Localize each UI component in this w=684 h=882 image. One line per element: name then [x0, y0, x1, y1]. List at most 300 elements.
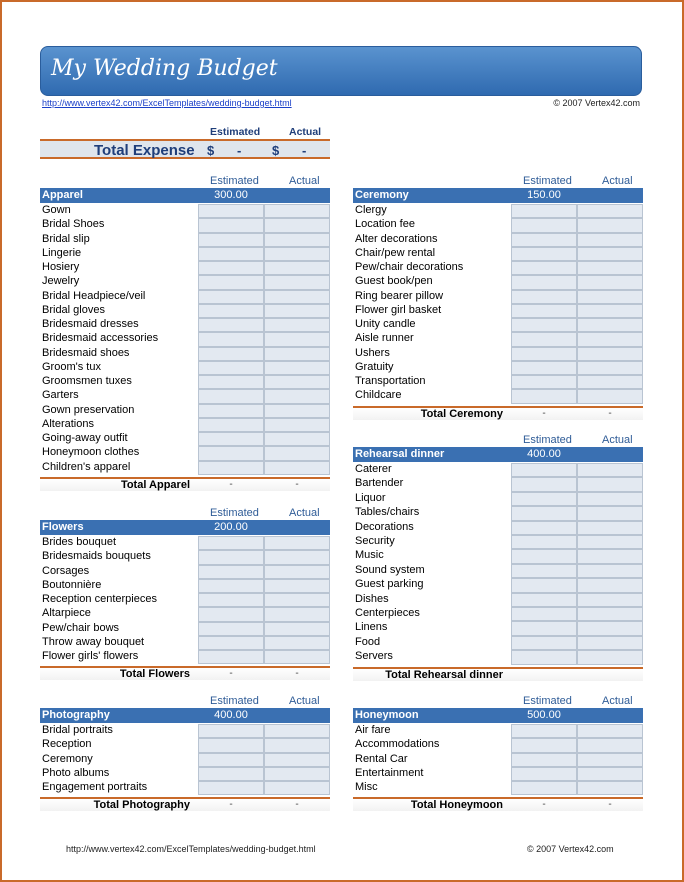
item-label: Alterations — [42, 417, 94, 430]
estimated-cell[interactable] — [198, 781, 264, 795]
budget-row — [353, 564, 643, 578]
budget-row — [40, 361, 330, 375]
actual-cell[interactable] — [264, 347, 330, 361]
estimated-cell[interactable] — [198, 461, 264, 475]
budget-row — [353, 463, 643, 477]
item-label: Bartender — [355, 477, 404, 490]
actual-cell[interactable] — [577, 218, 643, 232]
budget-row — [353, 261, 643, 275]
budget-row — [353, 607, 643, 621]
vertex42-link[interactable]: http://www.vertex42.com/ExcelTemplates/wedding-budget.html — [42, 98, 292, 108]
estimated-cell[interactable] — [198, 204, 264, 218]
estimated-cell[interactable] — [511, 204, 577, 218]
actual-header: Actual — [289, 695, 320, 707]
actual-cell[interactable] — [577, 549, 643, 563]
actual-cell[interactable] — [577, 389, 643, 403]
item-label: Bridesmaids bouquets — [42, 550, 151, 563]
item-label: Bridal Shoes — [42, 218, 105, 231]
actual-cell[interactable] — [577, 290, 643, 304]
estimated-cell[interactable] — [198, 332, 264, 346]
item-label: Groom's tux — [42, 360, 101, 373]
estimated-cell[interactable] — [511, 738, 577, 752]
item-label: Bridesmaid shoes — [42, 346, 130, 359]
estimated-header: Estimated — [210, 175, 259, 187]
estimated-cell[interactable] — [511, 463, 577, 477]
estimated-cell[interactable] — [511, 247, 577, 261]
estimated-cell[interactable] — [198, 318, 264, 332]
item-label: Security — [355, 535, 395, 547]
actual-cell[interactable] — [264, 247, 330, 261]
estimated-cell[interactable] — [511, 549, 577, 563]
estimated-cell[interactable] — [198, 724, 264, 738]
total-estimated-header: Estimated — [210, 126, 261, 138]
item-label: Ring bearer pillow — [355, 289, 444, 302]
actual-cell[interactable] — [264, 724, 330, 738]
budget-row — [40, 347, 330, 361]
actual-cell[interactable] — [577, 578, 643, 592]
item-label: Brides bouquet — [42, 536, 116, 548]
estimated-cell[interactable] — [198, 404, 264, 418]
estimated-cell[interactable] — [198, 550, 264, 564]
actual-cell[interactable] — [577, 361, 643, 375]
section-total-label: Total Honeymoon — [410, 799, 503, 812]
actual-cell[interactable] — [264, 389, 330, 403]
budget-row — [40, 375, 330, 389]
item-label: Accommodations — [355, 738, 440, 751]
section-total-actual: - — [295, 799, 299, 811]
estimated-header: Estimated — [523, 175, 572, 187]
budget-row — [40, 446, 330, 460]
estimated-cell[interactable] — [511, 607, 577, 621]
actual-cell[interactable] — [577, 463, 643, 477]
budget-row — [40, 767, 330, 781]
actual-cell[interactable] — [264, 275, 330, 289]
estimated-cell[interactable] — [198, 636, 264, 650]
estimated-cell[interactable] — [511, 521, 577, 535]
item-label: Liquor — [355, 491, 386, 504]
actual-cell[interactable] — [264, 607, 330, 621]
actual-cell[interactable] — [264, 361, 330, 375]
budget-row — [353, 621, 643, 635]
estimated-cell[interactable] — [198, 418, 264, 432]
item-label: Guest parking — [355, 578, 424, 591]
actual-cell[interactable] — [577, 636, 643, 650]
estimated-cell[interactable] — [511, 304, 577, 318]
section-total-row — [40, 797, 330, 811]
budget-row — [353, 218, 643, 232]
budget-row — [40, 233, 330, 247]
estimated-cell[interactable] — [511, 767, 577, 781]
actual-cell[interactable] — [264, 432, 330, 446]
actual-cell[interactable] — [577, 521, 643, 535]
total-act-value: - — [302, 143, 307, 158]
actual-cell[interactable] — [264, 622, 330, 636]
item-label: Honeymoon clothes — [42, 446, 140, 459]
budget-row — [353, 332, 643, 346]
actual-cell[interactable] — [577, 233, 643, 247]
estimated-cell[interactable] — [198, 304, 264, 318]
estimated-cell[interactable] — [511, 347, 577, 361]
item-label: Sound system — [355, 563, 425, 576]
section-total-estimated: - — [229, 668, 233, 680]
item-label: Servers — [355, 650, 393, 663]
section-header — [353, 188, 643, 203]
section-total-estimated: - — [229, 799, 233, 811]
section-total-row — [40, 666, 330, 680]
budget-row — [353, 650, 643, 664]
item-label: Reception centerpieces — [42, 593, 157, 605]
estimated-cell[interactable] — [198, 593, 264, 607]
estimated-cell[interactable] — [511, 593, 577, 607]
estimated-cell[interactable] — [198, 261, 264, 275]
budget-row — [353, 593, 643, 607]
section-estimated: 150.00 — [527, 189, 561, 201]
item-label: Dishes — [355, 592, 389, 605]
estimated-cell[interactable] — [511, 535, 577, 549]
budget-row — [40, 593, 330, 607]
item-label: Pew/chair decorations — [355, 261, 464, 273]
actual-cell[interactable] — [577, 275, 643, 289]
item-label: Bridesmaid dresses — [42, 318, 139, 330]
budget-row — [353, 247, 643, 261]
estimated-cell[interactable] — [198, 275, 264, 289]
estimated-cell[interactable] — [198, 650, 264, 664]
item-label: Bridal Headpiece/veil — [42, 289, 146, 302]
item-label: Going-away outfit — [42, 432, 128, 444]
page-title: My Wedding Budget — [51, 56, 278, 81]
actual-cell[interactable] — [577, 247, 643, 261]
actual-cell[interactable] — [264, 650, 330, 664]
budget-row — [40, 247, 330, 261]
item-label: Transportation — [355, 375, 426, 387]
estimated-cell[interactable] — [198, 389, 264, 403]
estimated-cell[interactable] — [511, 578, 577, 592]
title-banner — [40, 46, 642, 96]
actual-cell[interactable] — [577, 492, 643, 506]
actual-cell[interactable] — [264, 461, 330, 475]
actual-cell[interactable] — [264, 536, 330, 550]
budget-row — [353, 275, 643, 289]
actual-cell[interactable] — [264, 593, 330, 607]
estimated-cell[interactable] — [511, 218, 577, 232]
estimated-cell[interactable] — [198, 375, 264, 389]
item-label: Throw away bouquet — [42, 635, 145, 648]
actual-cell[interactable] — [577, 261, 643, 275]
budget-row — [353, 781, 643, 795]
estimated-cell[interactable] — [511, 332, 577, 346]
actual-cell[interactable] — [264, 204, 330, 218]
section-total-actual: - — [608, 407, 612, 419]
estimated-cell[interactable] — [198, 579, 264, 593]
estimated-cell[interactable] — [198, 361, 264, 375]
budget-row — [353, 347, 643, 361]
actual-cell[interactable] — [577, 781, 643, 795]
actual-cell[interactable] — [577, 304, 643, 318]
item-label: Children's apparel — [42, 460, 131, 473]
estimated-cell[interactable] — [511, 275, 577, 289]
total-act-currency: $ — [272, 143, 280, 158]
item-label: Centerpieces — [355, 607, 420, 619]
actual-header: Actual — [602, 434, 633, 446]
total-actual-header: Actual — [289, 126, 322, 138]
actual-cell[interactable] — [264, 404, 330, 418]
actual-cell[interactable] — [264, 446, 330, 460]
estimated-cell[interactable] — [198, 622, 264, 636]
budget-row — [40, 607, 330, 621]
budget-row — [40, 332, 330, 346]
estimated-cell[interactable] — [198, 347, 264, 361]
actual-cell[interactable] — [577, 593, 643, 607]
item-label: Clergy — [355, 204, 387, 216]
actual-cell[interactable] — [577, 332, 643, 346]
budget-row — [40, 290, 330, 304]
section-header — [40, 520, 330, 535]
section-name: Honeymoon — [355, 709, 419, 721]
budget-row — [40, 404, 330, 418]
actual-cell[interactable] — [264, 550, 330, 564]
section-total-actual: - — [608, 799, 612, 811]
item-label: Flower girls' flowers — [42, 650, 139, 662]
item-label: Tables/chairs — [355, 506, 420, 519]
estimated-cell[interactable] — [511, 564, 577, 578]
section-name: Rehearsal dinner — [355, 448, 445, 460]
item-label: Air fare — [355, 724, 391, 736]
actual-cell[interactable] — [264, 290, 330, 304]
budget-row — [353, 767, 643, 781]
item-label: Altarpiece — [42, 607, 91, 620]
estimated-cell[interactable] — [511, 318, 577, 332]
budget-row — [40, 304, 330, 318]
estimated-header: Estimated — [210, 507, 259, 519]
item-label: Gown preservation — [42, 403, 135, 416]
item-label: Chair/pew rental — [355, 246, 436, 259]
section-name: Apparel — [42, 189, 83, 201]
estimated-cell[interactable] — [511, 650, 577, 664]
actual-header: Actual — [602, 175, 633, 187]
budget-row — [40, 550, 330, 564]
actual-cell[interactable] — [264, 318, 330, 332]
budget-row — [40, 536, 330, 550]
actual-cell[interactable] — [264, 304, 330, 318]
budget-row — [353, 361, 643, 375]
estimated-cell[interactable] — [198, 565, 264, 579]
actual-cell[interactable] — [264, 781, 330, 795]
actual-cell[interactable] — [577, 738, 643, 752]
estimated-cell[interactable] — [198, 446, 264, 460]
section-estimated: 400.00 — [214, 709, 248, 721]
estimated-cell[interactable] — [198, 753, 264, 767]
actual-cell[interactable] — [577, 724, 643, 738]
estimated-cell[interactable] — [198, 290, 264, 304]
actual-cell[interactable] — [264, 218, 330, 232]
actual-cell[interactable] — [577, 318, 643, 332]
actual-cell[interactable] — [577, 375, 643, 389]
item-label: Music — [355, 549, 384, 562]
actual-cell[interactable] — [577, 607, 643, 621]
budget-row — [353, 724, 643, 738]
budget-row — [40, 275, 330, 289]
estimated-cell[interactable] — [198, 432, 264, 446]
item-label: Childcare — [355, 389, 402, 402]
section-name: Flowers — [42, 521, 84, 533]
section-estimated: 500.00 — [527, 709, 561, 721]
budget-row — [353, 233, 643, 247]
section-header — [40, 708, 330, 723]
section-total-estimated: - — [542, 799, 546, 811]
item-label: Caterer — [355, 463, 392, 475]
actual-cell[interactable] — [264, 753, 330, 767]
estimated-cell[interactable] — [511, 389, 577, 403]
total-est-currency: $ — [207, 143, 215, 158]
actual-cell[interactable] — [577, 477, 643, 491]
actual-cell[interactable] — [264, 332, 330, 346]
budget-row — [40, 432, 330, 446]
section-total-actual: - — [295, 668, 299, 680]
budget-row — [40, 318, 330, 332]
actual-cell[interactable] — [264, 636, 330, 650]
actual-cell[interactable] — [264, 261, 330, 275]
item-label: Jewelry — [42, 275, 80, 288]
actual-cell[interactable] — [577, 347, 643, 361]
budget-row — [353, 290, 643, 304]
section-total-label: Total Photography — [93, 799, 190, 812]
item-label: Location fee — [355, 218, 415, 231]
estimated-cell[interactable] — [198, 536, 264, 550]
item-label: Aisle runner — [355, 332, 414, 345]
actual-cell[interactable] — [577, 535, 643, 549]
estimated-cell[interactable] — [511, 261, 577, 275]
total-expense-bar — [40, 139, 330, 159]
item-label: Hosiery — [42, 261, 80, 273]
estimated-cell[interactable] — [511, 233, 577, 247]
item-label: Food — [355, 635, 381, 648]
estimated-cell[interactable] — [511, 621, 577, 635]
estimated-header: Estimated — [523, 434, 572, 446]
estimated-cell[interactable] — [198, 767, 264, 781]
budget-row — [40, 418, 330, 432]
estimated-cell[interactable] — [511, 477, 577, 491]
actual-cell[interactable] — [264, 579, 330, 593]
section-header — [353, 447, 643, 462]
item-label: Decorations — [355, 520, 414, 533]
actual-cell[interactable] — [264, 767, 330, 781]
section-total-row — [353, 797, 643, 811]
budget-row — [40, 218, 330, 232]
section-total-label: Total Flowers — [119, 668, 190, 681]
total-expense-label: Total Expense — [94, 142, 195, 159]
estimated-cell[interactable] — [511, 375, 577, 389]
section-total-estimated: - — [542, 407, 546, 419]
actual-cell[interactable] — [264, 738, 330, 752]
estimated-cell[interactable] — [511, 781, 577, 795]
budget-row — [40, 636, 330, 650]
estimated-cell[interactable] — [511, 753, 577, 767]
budget-row — [40, 622, 330, 636]
actual-cell[interactable] — [577, 204, 643, 218]
budget-row — [40, 389, 330, 403]
actual-cell[interactable] — [577, 564, 643, 578]
budget-row — [353, 492, 643, 506]
budget-row — [40, 650, 330, 664]
estimated-cell[interactable] — [511, 636, 577, 650]
estimated-cell[interactable] — [511, 506, 577, 520]
actual-cell[interactable] — [264, 375, 330, 389]
item-label: Corsages — [42, 564, 90, 577]
estimated-cell[interactable] — [511, 361, 577, 375]
budget-row — [40, 781, 330, 795]
footer-link[interactable]: http://www.vertex42.com/ExcelTemplates/wedding-budget.html — [66, 844, 316, 854]
section-total-estimated: - — [229, 478, 233, 490]
actual-header: Actual — [289, 175, 320, 187]
actual-cell[interactable] — [577, 767, 643, 781]
item-label: Flower girl basket — [355, 303, 442, 316]
item-label: Alter decorations — [355, 232, 438, 245]
section-name: Photography — [42, 709, 110, 721]
estimated-cell[interactable] — [198, 247, 264, 261]
actual-cell[interactable] — [264, 565, 330, 579]
actual-cell[interactable] — [577, 753, 643, 767]
budget-row — [353, 375, 643, 389]
item-label: Bridal gloves — [42, 303, 105, 316]
budget-row — [40, 753, 330, 767]
item-label: Linens — [355, 621, 388, 634]
estimated-cell[interactable] — [198, 738, 264, 752]
estimated-cell[interactable] — [198, 607, 264, 621]
actual-cell[interactable] — [264, 233, 330, 247]
budget-row — [353, 578, 643, 592]
copyright-text: © 2007 Vertex42.com — [553, 98, 640, 108]
actual-cell[interactable] — [577, 621, 643, 635]
actual-cell[interactable] — [577, 650, 643, 664]
estimated-cell[interactable] — [198, 218, 264, 232]
item-label: Gratuity — [355, 360, 394, 373]
item-label: Ceremony — [42, 752, 93, 765]
budget-row — [353, 521, 643, 535]
budget-row — [40, 565, 330, 579]
budget-row — [353, 506, 643, 520]
item-label: Boutonnière — [42, 578, 102, 591]
budget-row — [353, 738, 643, 752]
item-label: Photo albums — [42, 766, 110, 779]
estimated-cell[interactable] — [511, 492, 577, 506]
section-estimated: 400.00 — [527, 448, 561, 460]
actual-header: Actual — [602, 695, 633, 707]
section-total-row — [40, 477, 330, 491]
item-label: Engagement portraits — [42, 781, 148, 793]
budget-row — [353, 389, 643, 403]
estimated-header: Estimated — [523, 695, 572, 707]
section-total-label: Total Apparel — [120, 478, 190, 491]
section-total-row — [353, 406, 643, 420]
budget-row — [40, 738, 330, 752]
section-estimated: 200.00 — [214, 521, 248, 533]
item-label: Lingerie — [42, 246, 82, 259]
item-label: Bridal portraits — [42, 724, 113, 736]
item-label: Pew/chair bows — [42, 621, 120, 634]
section-total-label: Total Rehearsal dinner — [385, 668, 503, 681]
budget-row — [353, 204, 643, 218]
estimated-cell[interactable] — [511, 290, 577, 304]
item-label: Gown — [42, 204, 71, 216]
estimated-cell[interactable] — [511, 724, 577, 738]
budget-row — [40, 461, 330, 475]
actual-cell[interactable] — [577, 506, 643, 520]
actual-cell[interactable] — [264, 418, 330, 432]
estimated-header: Estimated — [210, 695, 259, 707]
estimated-cell[interactable] — [198, 233, 264, 247]
budget-row — [353, 477, 643, 491]
section-header — [40, 188, 330, 203]
